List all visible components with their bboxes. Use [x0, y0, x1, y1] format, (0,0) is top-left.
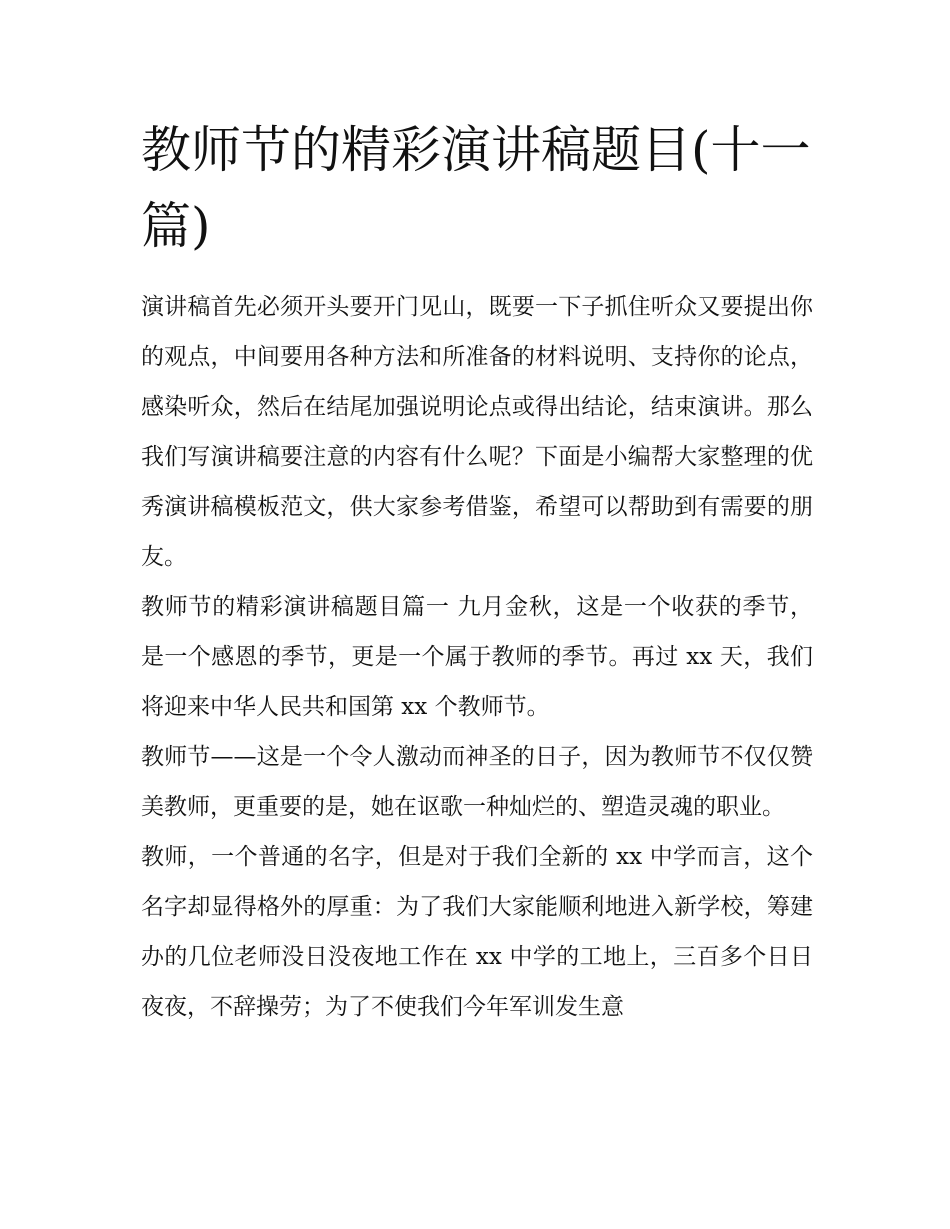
- document-title: 教师节的精彩演讲稿题目(十一篇): [141, 121, 811, 255]
- teacher-name-paragraph: 教师，一个普通的名字，但是对于我们全新的 xx 中学而言，这个名字却显得格外的厚重：为了我们大家能顺利地进入新学校，筹建办的几位老师没日没夜地工作在 xx 中学的工地上，三百多个日日夜夜，不辞操劳；为了不使我们今年军训发生意: [141, 844, 813, 1020]
- section-one-paragraph: 教师节的精彩演讲稿题目篇一 九月金秋，这是一个收获的季节，是一个感恩的季节，更是一个属于教师的季节。再过 xx 天，我们将迎来中华人民共和国第 xx 个教师节。: [141, 594, 813, 720]
- intro-paragraph: 演讲稿首先必须开头要开门见山，既要一下子抓住听众又要提出你的观点，中间要用各种方法和所准备的材料说明、支持你的论点，感染听众，然后在结尾加强说明论点或得出结论，结束演讲。那么我们写演讲稿要注意的内容有什么呢？下面是小编帮大家整理的优秀演讲稿模板范文，供大家参考借鉴，希望可以帮助到有需要的朋友。: [141, 294, 813, 570]
- teachers-day-paragraph: 教师节——这是一个令人激动而神圣的日子，因为教师节不仅仅赞美教师，更重要的是，她在讴歌一种灿烂的、塑造灵魂的职业。: [141, 744, 813, 820]
- document-body: [141, 112, 813, 1032]
